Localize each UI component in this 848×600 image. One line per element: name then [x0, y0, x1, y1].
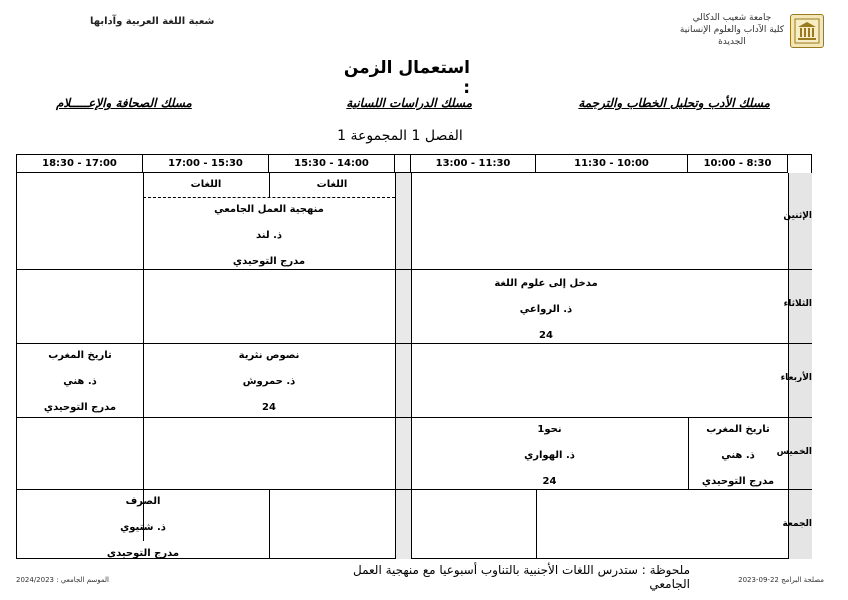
track-journalism: مسلك الصحافة والإعـــــلام — [56, 96, 192, 110]
time-slot-3: 13:00 - 11:30 — [411, 155, 536, 173]
time-slot-1: 10:00 - 8:30 — [688, 155, 788, 173]
group-label: الفصل 1 المجموعة 1 — [337, 128, 463, 144]
university-header — [649, 12, 824, 54]
track-literature: مسلك الأدب وتحليل الخطاب والترجمة — [578, 96, 770, 110]
thursday-morning-session — [688, 417, 788, 495]
course-name: تاريخ المغرب — [48, 350, 112, 361]
wednesday-session — [143, 343, 395, 421]
room-name: 24 — [542, 476, 557, 487]
time-slot-2: 11:30 - 10:00 — [536, 155, 688, 173]
time-slot-4: 15:30 - 14:00 — [269, 155, 395, 173]
time-slot-gap — [395, 155, 411, 173]
wednesday-late-session — [17, 343, 143, 421]
day-monday: الإثنين — [783, 211, 812, 221]
timetable — [16, 154, 812, 559]
room-name: 24 — [262, 402, 276, 413]
thursday-midday-session — [411, 417, 688, 495]
course-name: نحو1 — [537, 424, 562, 435]
university-logo-icon — [793, 17, 821, 45]
faculty-name: كلية الآداب والعلوم الإنسانية — [679, 25, 784, 35]
room-name: مدرج التوحيدي — [106, 548, 180, 559]
friday-session — [17, 489, 269, 567]
room-name: مدرج التوحيدي — [232, 256, 306, 267]
teacher-name: ذ. هني — [63, 376, 97, 387]
teacher-name: ذ. هني — [721, 450, 755, 461]
city-name: الجديدة — [718, 37, 746, 47]
day-wednesday: الأربعاء — [780, 373, 812, 383]
note: ملحوظة : ستدرس اللغات الأجنبية بالتناوب أسبوعيا مع منهجية العمل الجامعي — [352, 563, 690, 591]
teacher-name: ذ. شتيوي — [120, 522, 166, 533]
course-name: تاريخ المغرب — [706, 424, 770, 435]
divider — [269, 489, 270, 559]
department-name: شعبة اللغة العربية وآدابها — [90, 16, 215, 27]
monday-session — [143, 197, 395, 275]
room-name: 24 — [539, 330, 553, 341]
teacher-name: ذ. الهواري — [524, 450, 575, 461]
room-name: مدرج التوحيدي — [43, 402, 117, 413]
footer-service: مصلحة البرامج 22-09-2023 — [738, 576, 824, 584]
footer-season: الموسم الجامعي : 2024/2023 — [16, 576, 109, 584]
track-linguistics: مسلك الدراسات اللسانية — [346, 96, 472, 110]
university-logo — [790, 14, 824, 48]
day-tuesday: الثلاثاء — [783, 299, 812, 309]
tuesday-session — [411, 271, 681, 349]
divider — [411, 173, 412, 559]
course-name: الصرف — [125, 496, 161, 507]
room-name: مدرج التوحيدي — [701, 476, 775, 487]
monday-languages-a: اللغات — [316, 179, 348, 190]
course-name: مدخل إلى علوم اللغة — [494, 278, 598, 289]
lunch-gap — [395, 173, 411, 559]
days-column — [776, 173, 812, 559]
day-friday: الجمعة — [782, 519, 812, 529]
teacher-name: ذ. حمروش — [242, 376, 296, 387]
course-name: نصوص نثرية — [238, 350, 300, 361]
day-thursday: الخميس — [776, 447, 812, 457]
teacher-name: ذ. لند — [255, 230, 283, 241]
time-slot-6: 18:30 - 17:00 — [17, 155, 143, 173]
time-slot-5: 17:00 - 15:30 — [143, 155, 269, 173]
monday-languages-b: اللغات — [190, 179, 222, 190]
university-name: جامعة شعيب الدكالي — [692, 13, 772, 23]
divider — [788, 173, 789, 559]
row-divider — [17, 269, 812, 270]
divider — [395, 173, 396, 559]
teacher-name: ذ. الرواعي — [519, 304, 573, 315]
divider — [536, 489, 537, 559]
course-name: منهجية العمل الجامعي — [214, 204, 324, 215]
page-title: استعمال الزمن : — [343, 58, 470, 98]
